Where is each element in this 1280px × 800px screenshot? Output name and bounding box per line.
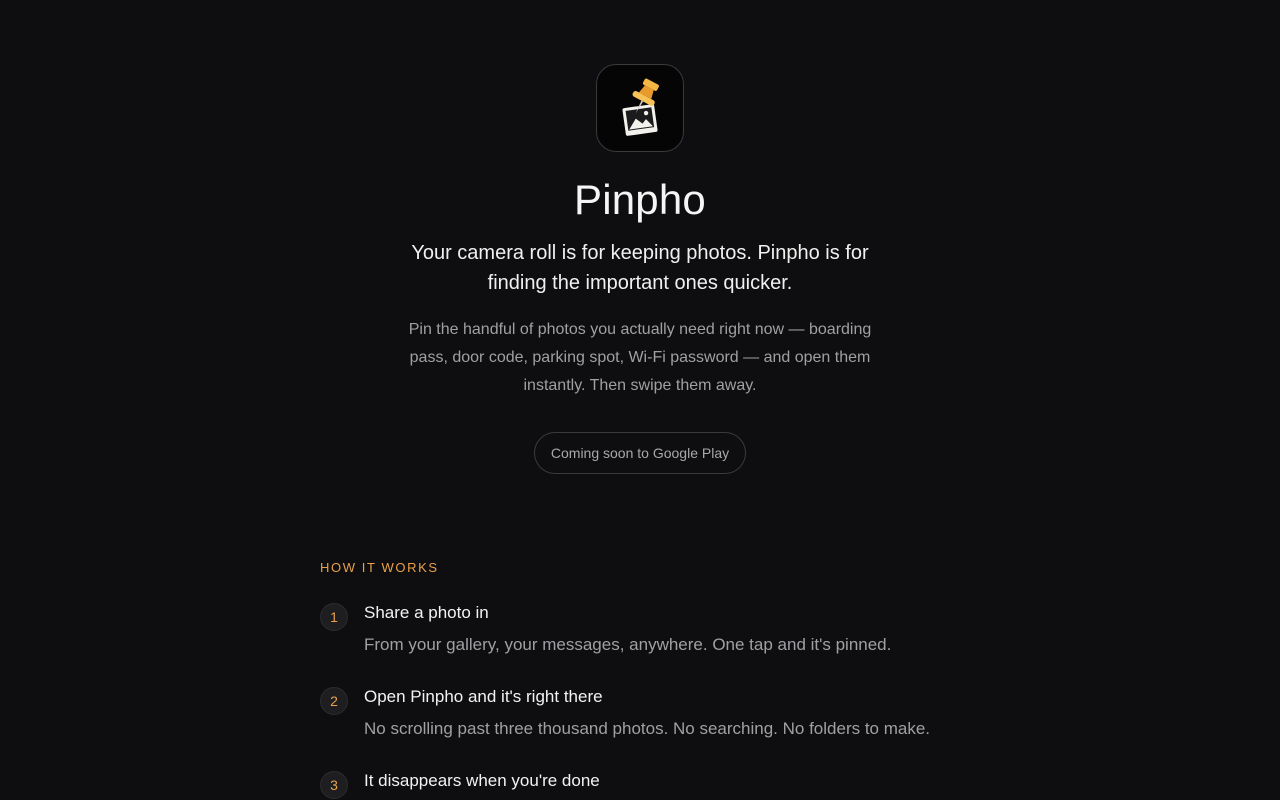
how-it-works-section [320, 560, 960, 793]
step-title: Share a photo in [364, 603, 489, 622]
step-item [320, 769, 1004, 793]
app-description: Pin the handful of photos you actually need right now — boarding pass, door code, parking spot, Wi-Fi password — and open them instantly. Then swipe them away. [408, 321, 872, 394]
step-item [320, 601, 1004, 657]
step-title: Open Pinpho and it's right there [364, 687, 603, 706]
step-description: No scrolling past three thousand photos. No searching. No folders to make. [364, 719, 931, 738]
tagline: Your camera roll is for keeping photos. Pinpho is for finding the important ones quicker. [411, 242, 869, 294]
step-title: It disappears when you're done [364, 771, 600, 790]
section-label: HOW IT WORKS [320, 560, 439, 575]
google-play-button[interactable]: Coming soon to Google Play [534, 432, 746, 474]
step-number-badge: 1 [320, 603, 348, 631]
step-number-badge: 2 [320, 687, 348, 715]
step-item [320, 685, 1004, 741]
pin-photo-icon [596, 64, 684, 152]
step-description: From your gallery, your messages, anywhere. One tap and it's pinned. [364, 635, 892, 654]
step-number-badge: 3 [320, 771, 348, 799]
hero-section [0, 64, 1280, 474]
app-title: Pinpho [574, 176, 706, 223]
